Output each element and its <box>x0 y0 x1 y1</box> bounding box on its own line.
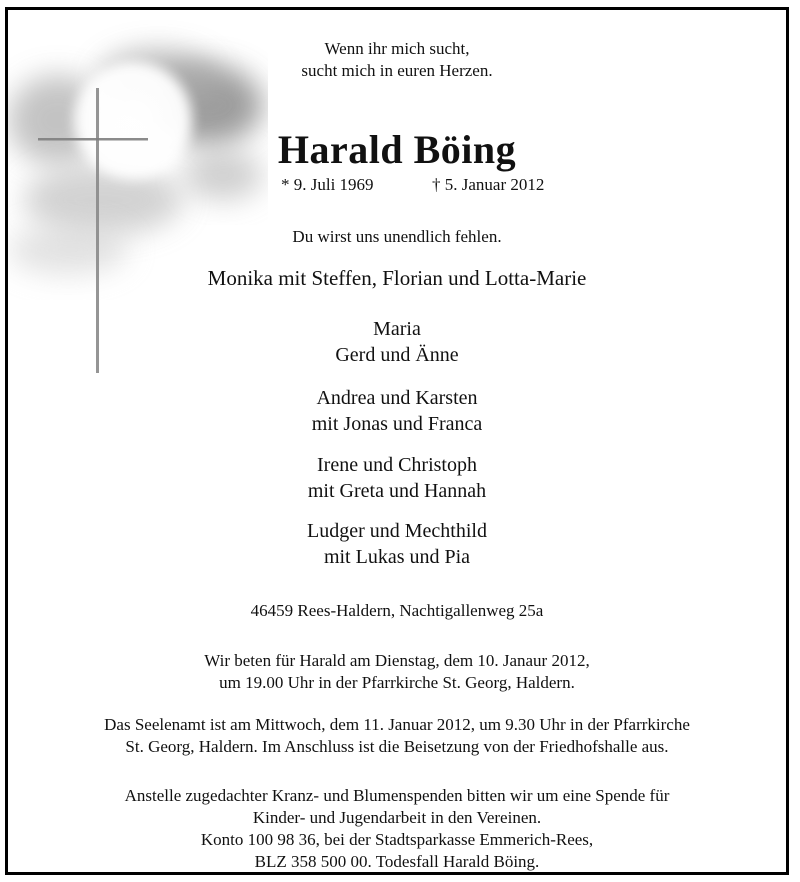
prayer-notice <box>8 650 786 694</box>
motto-line: Wenn ihr mich sucht, <box>324 39 470 58</box>
family-group-line: Andrea und Karsten <box>316 387 478 409</box>
requiem-notice <box>8 714 786 758</box>
deceased-name: Harald Böing <box>277 127 517 172</box>
family-group-line: mit Greta und Hannah <box>307 480 487 502</box>
family-group-line: Ludger und Mechthild <box>307 520 487 542</box>
family-group-line: mit Jonas und Franca <box>311 413 483 435</box>
family-group-line: Gerd und Änne <box>335 344 459 366</box>
saying: Du wirst uns unendlich fehlen. <box>292 227 502 246</box>
family-group <box>8 452 786 504</box>
family-group-line: mit Lukas und Pia <box>323 546 471 568</box>
donation-line: Konto 100 98 36, bei der Stadtsparkasse Emmerich-Rees, <box>200 830 594 849</box>
birth-date: * 9. Juli 1969 <box>281 175 374 194</box>
family-group <box>8 316 786 368</box>
family-group-line: Irene und Christoph <box>317 454 477 476</box>
death-date: † 5. Januar 2012 <box>432 175 545 194</box>
donation-line: Anstelle zugedachter Kranz- und Blumenspenden bitten wir um eine Spende für <box>124 786 670 805</box>
donation-line: Kinder- und Jugendarbeit in den Vereinen. <box>252 808 542 827</box>
address: 46459 Rees-Haldern, Nachtigallenweg 25a <box>250 601 544 620</box>
family-group <box>8 385 786 437</box>
requiem-line: St. Georg, Haldern. Im Anschluss ist die Beisetzung von der Friedhofshalle aus. <box>125 737 669 756</box>
family-group-line: Maria <box>373 318 421 340</box>
motto-line: sucht mich in euren Herzen. <box>301 61 493 80</box>
donation-line: BLZ 358 500 00. Todesfall Harald Böing. <box>254 852 540 871</box>
obituary-notice <box>5 7 789 875</box>
requiem-line: Das Seelenamt ist am Mittwoch, dem 11. Januar 2012, um 9.30 Uhr in der Pfarrkirche <box>104 715 690 734</box>
prayer-line: Wir beten für Harald am Dienstag, dem 10. Janaur 2012, <box>204 651 590 670</box>
prayer-line: um 19.00 Uhr in der Pfarrkirche St. Georg, Haldern. <box>219 673 575 692</box>
motto <box>8 38 786 82</box>
family-group <box>8 518 786 570</box>
family-main: Monika mit Steffen, Florian und Lotta-Marie <box>207 266 587 290</box>
donation-notice <box>8 785 786 873</box>
